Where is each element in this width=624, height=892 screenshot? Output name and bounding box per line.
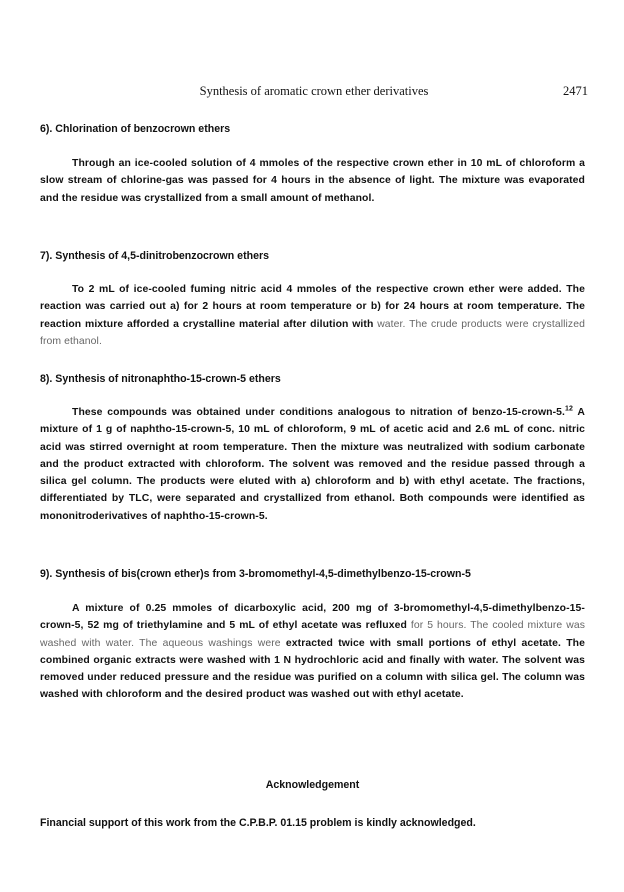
page-number: 2471 (563, 84, 588, 98)
section-9-text-a: A mixture of 0.25 mmoles of dicarboxylic acid, 200 mg of 3-bromomethyl-4,5-dimethylbenzo-15-crown-5, 52 mg of triethylamine and 5 mL of ethyl acetate was refluxed (40, 603, 585, 632)
section-7-text: To 2 mL of ice-cooled fuming nitric acid 4 mmoles of the respective crown ether were added. The reaction was carried out a) for 2 hours at room temperature or b) for 24 hours at room temperature. The reaction mixture afforded a crystalline material after dilution with (40, 284, 585, 330)
running-title: Synthesis of aromatic crown ether derivatives (199, 84, 429, 98)
section-paragraph-7 (40, 281, 585, 350)
section-paragraph-9 (40, 600, 585, 704)
section-heading-7: 7). Synthesis of 4,5-dinitrobenzocrown ethers (40, 250, 269, 262)
section-heading-8: 8). Synthesis of nitronaphtho-15-crown-5 ethers (40, 373, 281, 385)
acknowledgement-text: Financial support of this work from the C.P.B.P. 01.15 problem is kindly acknowledged. (40, 817, 476, 829)
section-7-faded-text: water. The crude products were crystallized from ethanol. (40, 318, 585, 347)
section-heading-6: 6). Chlorination of benzocrown ethers (40, 123, 231, 135)
running-header (40, 84, 588, 102)
reference-superscript: 12 (565, 405, 574, 413)
section-8-text-pre: These compounds was obtained under conditions analogous to nitration of benzo-15-crown-5. (72, 407, 566, 418)
section-9-faded-text: for 5 hours. The cooled mixture was washed with water. The aqueous washings were (40, 620, 585, 649)
section-6-text: Through an ice-cooled solution of 4 mmoles of the respective crown ether in 10 mL of chloroform a slow stream of chlorine-gas was passed for 4 hours in the absence of light. The mixture was evaporated and the residue was crystallized from a small amount of methanol. (40, 158, 585, 204)
section-paragraph-8 (40, 404, 585, 525)
section-heading-9: 9). Synthesis of bis(crown ether)s from 3-bromomethyl-4,5-dimethylbenzo-15-crown-5 (40, 568, 471, 580)
section-8-text-post: A mixture of 1 g of naphtho-15-crown-5, 10 mL of chloroform, 9 mL of acetic acid and 2.6 mL of conc. nitric acid was stirred overnight at room temperature. Then the mixture was neutralized with sodium carbonate and the product extracted with chloroform. The solvent was removed and the residue passed through a silica gel column. The products were eluted with a) chloroform and b) with ethyl acetate. The fractions, differentiated by TLC, were separated and crystallized from ethanol. Both compounds were identified as mononitroderivatives of naphtho-15-crown-5. (40, 407, 585, 522)
section-paragraph-6 (40, 155, 585, 207)
section-9-text-b: extracted twice with small portions of ethyl acetate. The combined organic extracts were washed with 1 N hydrochloric acid and finally with water. The solvent was removed under reduced pressure and the residue was purified on a column with silica gel. The column was washed with chloroform and the desired product was washed out with ethyl acetate. (40, 637, 585, 701)
acknowledgement-heading: Acknowledgement (265, 779, 360, 791)
